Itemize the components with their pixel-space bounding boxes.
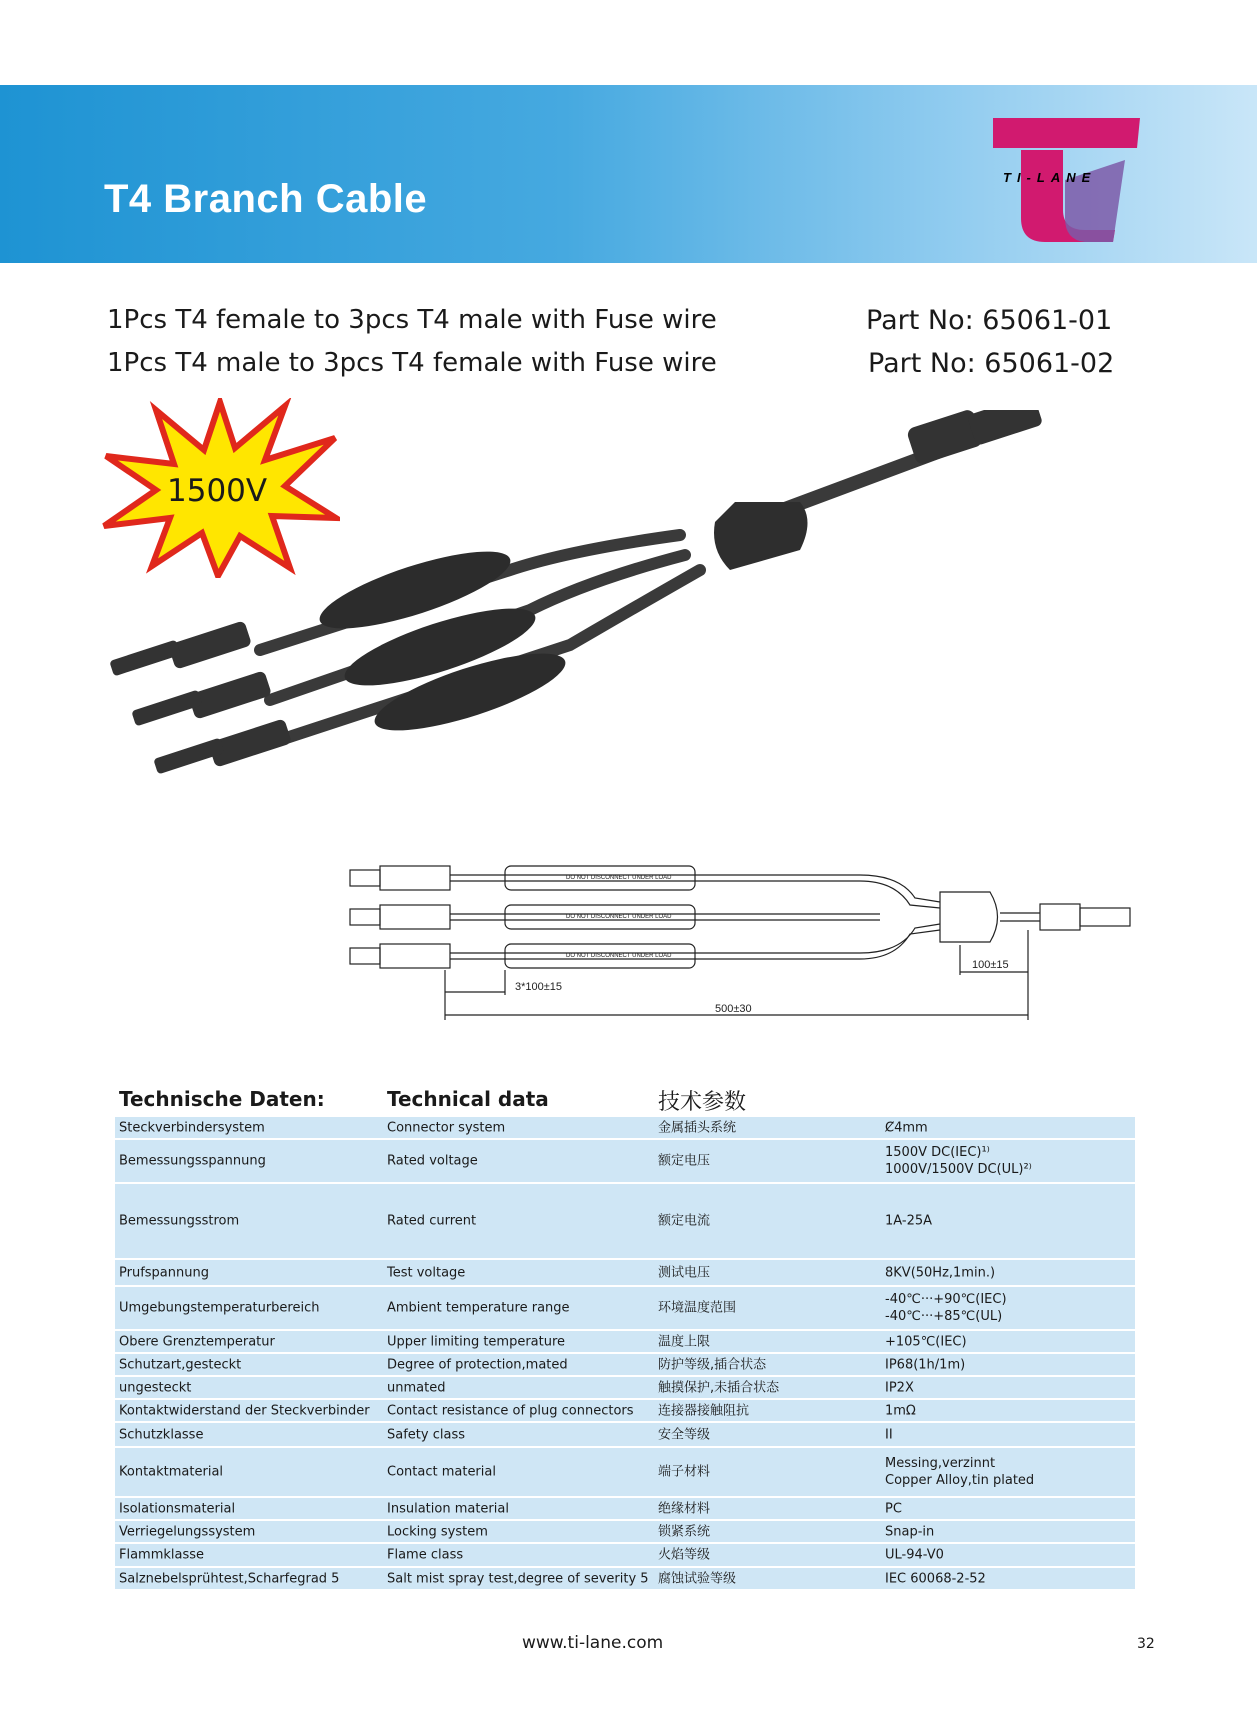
table-row [115, 1260, 1135, 1287]
row-label-en: Test voltage [387, 1265, 466, 1280]
row-label-de: Obere Grenztemperatur [119, 1334, 275, 1349]
part-number-1: Part No: 65061-01 [866, 305, 1113, 336]
row-label-de: Bemessungsspannung [119, 1153, 266, 1169]
table-row [115, 1140, 1135, 1184]
technical-drawing [340, 850, 1140, 1030]
row-value: 8KV(50Hz,1min.) [885, 1265, 996, 1280]
row-value: PC [885, 1501, 902, 1516]
row-label-en: Upper limiting temperature [387, 1334, 566, 1349]
table-row [115, 1400, 1135, 1423]
row-label-de: ungesteckt [119, 1380, 192, 1395]
row-label-de: Bemessungsstrom [119, 1213, 240, 1229]
product-description-1: 1Pcs T4 female to 3pcs T4 male with Fuse wire [107, 305, 717, 335]
row-label-zh: 额定电压 [658, 1153, 711, 1169]
row-label-zh: 腐蚀试验等级 [658, 1571, 737, 1586]
row-label-en: Salt mist spray test,degree of severity 5 [387, 1571, 649, 1586]
table-row [115, 1117, 1135, 1140]
row-value: +105℃(IEC) [885, 1334, 967, 1349]
header-de: Technische Daten: [119, 1087, 325, 1111]
row-label-en: Insulation material [387, 1501, 509, 1516]
table-row [115, 1354, 1135, 1377]
row-label-de: Prufspannung [119, 1265, 209, 1280]
row-value: IP2X [885, 1380, 914, 1395]
fuse-warning-1: DO NOT DISCONNECT UNDER LOAD [566, 875, 672, 881]
spec-rows [115, 1117, 1135, 1591]
row-label-en: Locking system [387, 1524, 488, 1539]
row-value: 1A-25A [885, 1213, 933, 1229]
row-value: Ȼ4mm [885, 1120, 928, 1135]
row-label-de: Schutzart,gesteckt [119, 1357, 242, 1372]
fuse-warning-3: DO NOT DISCONNECT UNDER LOAD [566, 953, 672, 959]
row-label-en: Rated voltage [387, 1153, 478, 1169]
row-label-zh: 金属插头系统 [658, 1120, 737, 1135]
row-label-zh: 触摸保护,未插合状态 [658, 1380, 780, 1395]
page-number: 32 [1137, 1636, 1155, 1652]
row-value: 1mΩ [885, 1403, 916, 1418]
header-en: Technical data [387, 1087, 549, 1111]
row-label-en: Contact resistance of plug connectors [387, 1403, 634, 1418]
row-label-zh: 温度上限 [658, 1334, 711, 1349]
row-label-en: Flame class [387, 1547, 464, 1563]
row-value: -40℃···+90℃(IEC) -40℃···+85℃(UL) [885, 1292, 1007, 1324]
table-row [115, 1568, 1135, 1591]
spec-table [115, 1085, 1135, 1591]
voltage-label: 1500V [167, 473, 268, 509]
row-label-en: Ambient temperature range [387, 1300, 570, 1316]
spec-table-header [115, 1085, 1135, 1117]
part-number-2: Part No: 65061-02 [868, 348, 1115, 379]
row-value: Messing,verzinnt Copper Alloy,tin plated [885, 1456, 1035, 1488]
row-value: 1500V DC(IEC)¹⁾ 1000V/1500V DC(UL)²⁾ [885, 1145, 1032, 1177]
row-label-de: Flammklasse [119, 1547, 205, 1563]
dimension-branch: 3*100±15 [515, 981, 563, 993]
row-label-zh: 端子材料 [658, 1464, 711, 1480]
row-label-de: Kontaktwiderstand der Steckverbinder [119, 1403, 370, 1418]
row-label-zh: 测试电压 [658, 1265, 711, 1280]
row-label-zh: 锁紧系统 [658, 1524, 711, 1539]
dimension-total: 500±30 [715, 1003, 752, 1015]
table-row [115, 1331, 1135, 1354]
row-label-de: Steckverbindersystem [119, 1120, 265, 1135]
row-value: IP68(1h/1m) [885, 1357, 966, 1372]
row-label-zh: 连接器接触阻抗 [658, 1403, 750, 1418]
row-label-de: Salznebelsprühtest,Scharfegrad 5 [119, 1571, 340, 1586]
row-label-en: Rated current [387, 1213, 477, 1229]
table-row [115, 1521, 1135, 1544]
page-title: T4 Branch Cable [104, 177, 428, 221]
table-row [115, 1544, 1135, 1568]
row-value: Snap-in [885, 1524, 935, 1539]
row-label-de: Kontaktmaterial [119, 1464, 224, 1480]
footer-url[interactable]: www.ti-lane.com [522, 1633, 664, 1653]
row-label-en: Contact material [387, 1464, 496, 1480]
table-row [115, 1498, 1135, 1521]
row-label-de: Verriegelungssystem [119, 1524, 256, 1539]
row-label-zh: 绝缘材料 [658, 1501, 711, 1516]
table-row [115, 1184, 1135, 1260]
row-label-en: Connector system [387, 1120, 506, 1135]
row-value: IEC 60068-2-52 [885, 1571, 986, 1586]
table-row [115, 1423, 1135, 1448]
row-label-zh: 火焰等级 [658, 1547, 711, 1563]
row-label-de: Schutzklasse [119, 1427, 204, 1442]
row-label-en: unmated [387, 1380, 446, 1395]
row-value: II [885, 1427, 893, 1442]
row-label-zh: 额定电流 [658, 1213, 711, 1229]
logo-text: TI-LANE [1003, 170, 1097, 185]
product-description-2: 1Pcs T4 male to 3pcs T4 female with Fuse wire [107, 348, 717, 378]
header-zh: 技术参数 [658, 1090, 747, 1115]
row-label-en: Safety class [387, 1427, 465, 1442]
row-label-de: Isolationsmaterial [119, 1501, 236, 1516]
table-row [115, 1377, 1135, 1400]
dimension-tail: 100±15 [972, 959, 1009, 971]
row-label-de: Umgebungstemperaturbereich [119, 1300, 320, 1316]
row-label-zh: 防护等级,插合状态 [658, 1357, 767, 1372]
row-label-en: Degree of protection,mated [387, 1357, 568, 1372]
row-label-zh: 环境温度范围 [658, 1300, 737, 1316]
table-row [115, 1448, 1135, 1498]
table-row [115, 1287, 1135, 1331]
row-value: UL-94-V0 [885, 1547, 944, 1563]
fuse-warning-2: DO NOT DISCONNECT UNDER LOAD [566, 914, 672, 920]
row-label-zh: 安全等级 [658, 1427, 711, 1442]
